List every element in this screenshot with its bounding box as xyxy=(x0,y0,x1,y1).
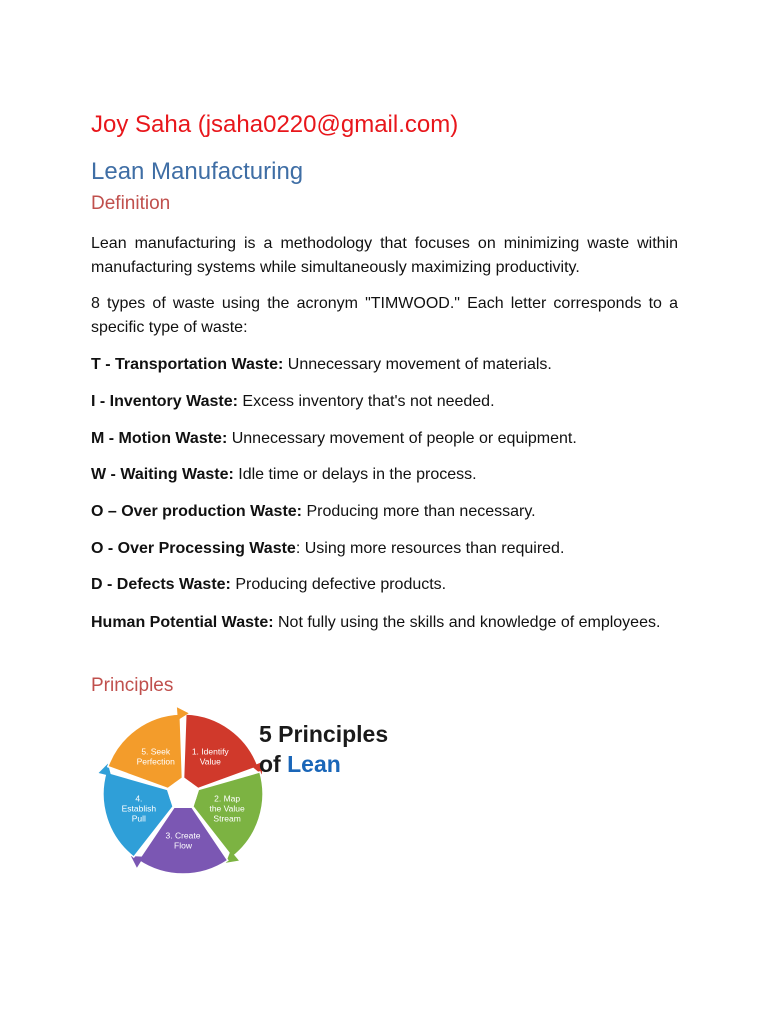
principles-heading: Principles xyxy=(91,675,174,696)
principle-label: 5. Seek Perfection xyxy=(136,746,175,767)
waste-description: Excess inventory that's not needed. xyxy=(237,393,495,410)
diagram-title-prefix: of xyxy=(259,751,288,777)
lean-principles-svg xyxy=(91,700,678,920)
waste-item-motion xyxy=(91,427,678,451)
timwood-intro-paragraph: 8 types of waste using the acronym "TIMWOOD." Each letter corresponds to a specific type of waste: xyxy=(91,295,678,336)
diagram-title-line2 xyxy=(259,751,341,777)
principle-label: 2. Map the Value Stream xyxy=(209,793,245,824)
waste-item-human-potential xyxy=(91,611,678,635)
diagram-title-line1: 5 Principles xyxy=(259,721,389,747)
document-title: Lean Manufacturing xyxy=(91,158,304,185)
waste-description: : Using more resources than required. xyxy=(295,540,565,557)
waste-label: D - Defects Waste: xyxy=(91,576,231,593)
waste-item-over-processing xyxy=(91,537,678,561)
waste-label: I - Inventory Waste: xyxy=(91,393,238,410)
waste-description: Not fully using the skills and knowledge of employees. xyxy=(273,614,661,631)
diagram-title-accent: Lean xyxy=(287,751,341,777)
waste-item-transportation xyxy=(91,353,678,377)
waste-description: Producing defective products. xyxy=(230,576,447,593)
waste-description: Unnecessary movement of materials. xyxy=(283,356,552,373)
waste-label: T - Transportation Waste: xyxy=(91,356,284,373)
principle-label: 3. Create Flow xyxy=(165,830,201,851)
waste-label: W - Waiting Waste: xyxy=(91,466,234,483)
waste-label: O - Over Processing Waste xyxy=(91,540,296,557)
waste-label: M - Motion Waste: xyxy=(91,430,228,447)
definition-heading: Definition xyxy=(91,193,171,214)
principles-wheel xyxy=(99,707,264,874)
waste-item-inventory xyxy=(91,390,678,414)
waste-label: Human Potential Waste: xyxy=(91,614,274,631)
waste-item-waiting xyxy=(91,463,678,487)
waste-description: Unnecessary movement of people or equipment. xyxy=(227,430,577,447)
wheel-center xyxy=(169,780,197,808)
waste-item-defects xyxy=(91,573,678,597)
principle-label: 4. Establish Pull xyxy=(121,793,157,824)
author-line: Joy Saha (jsaha0220@gmail.com) xyxy=(91,111,459,138)
waste-label: O – Over production Waste: xyxy=(91,503,302,520)
principle-label: 1. Identify Value xyxy=(191,746,229,767)
definition-paragraph: Lean manufacturing is a methodology that focuses on minimizing waste within manufacturing systems while simultaneously maximizing productivity. xyxy=(91,235,678,276)
lean-principles-diagram xyxy=(91,700,678,920)
waste-description: Idle time or delays in the process. xyxy=(233,466,477,483)
waste-description: Producing more than necessary. xyxy=(302,503,536,520)
waste-item-over-production xyxy=(91,500,678,524)
